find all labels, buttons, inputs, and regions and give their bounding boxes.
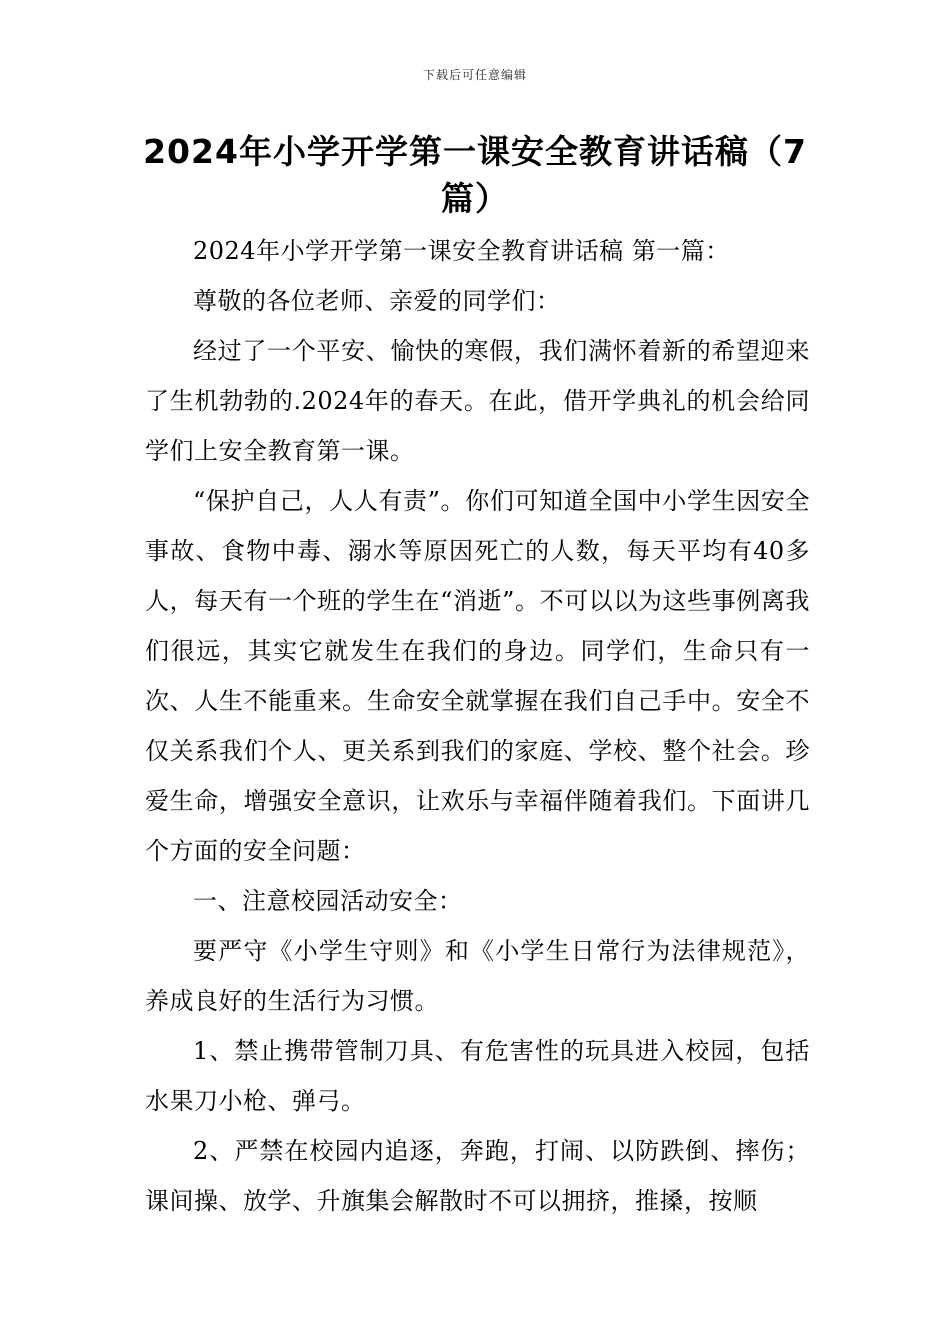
- paragraph-rules: 要严守《小学生守则》和《小学生日常行为法律规范》，养成良好的生活行为习惯。: [145, 937, 810, 1015]
- paragraph-intro: 经过了一个平安、愉快的寒假，我们满怀着新的希望迎来了生机勃勃的.2024年的春天。在此，借开学典礼的机会给同学们上安全教育第一课。: [145, 337, 810, 465]
- list-item-2: 2、严禁在校园内追逐，奔跑，打闹、以防跌倒、摔伤；课间操、放学、升旗集会解散时不可以拥挤，推搡，按顺: [145, 1137, 810, 1215]
- document-body: [145, 226, 810, 1226]
- list-item-1: 1、禁止携带管制刀具、有危害性的玩具进入校园，包括水果刀小枪、弹弓。: [145, 1037, 810, 1115]
- section-heading-campus: 一、注意校园活动安全：: [193, 887, 463, 915]
- header-note: 下载后可任意编辑: [422, 68, 527, 82]
- paragraph-safety-importance: “保护自己，人人有责”。你们可知道全国中小学生因安全事故、食物中毒、溺水等原因死亡的人数，每天平均有40多人，每天有一个班的学生在“消逝”。不可以以为这些事例离我们很远，其实它就发生在我们的身边。同学们，生命只有一次、人生不能重来。生命安全就掌握在我们自己手中。安全不仅关系我们个人、更关系到我们的家庭、学校、整个社会。珍爱生命，增强安全意识，让欢乐与幸福伴随着我们。下面讲几个方面的安全问题：: [145, 487, 810, 865]
- document-title: 2024年小学开学第一课安全教育讲话稿（7篇）: [143, 132, 807, 218]
- paragraph-greeting: 尊敬的各位老师、亲爱的同学们：: [193, 287, 561, 315]
- paragraph-subtitle: 2024年小学开学第一课安全教育讲话稿 第一篇：: [193, 237, 730, 265]
